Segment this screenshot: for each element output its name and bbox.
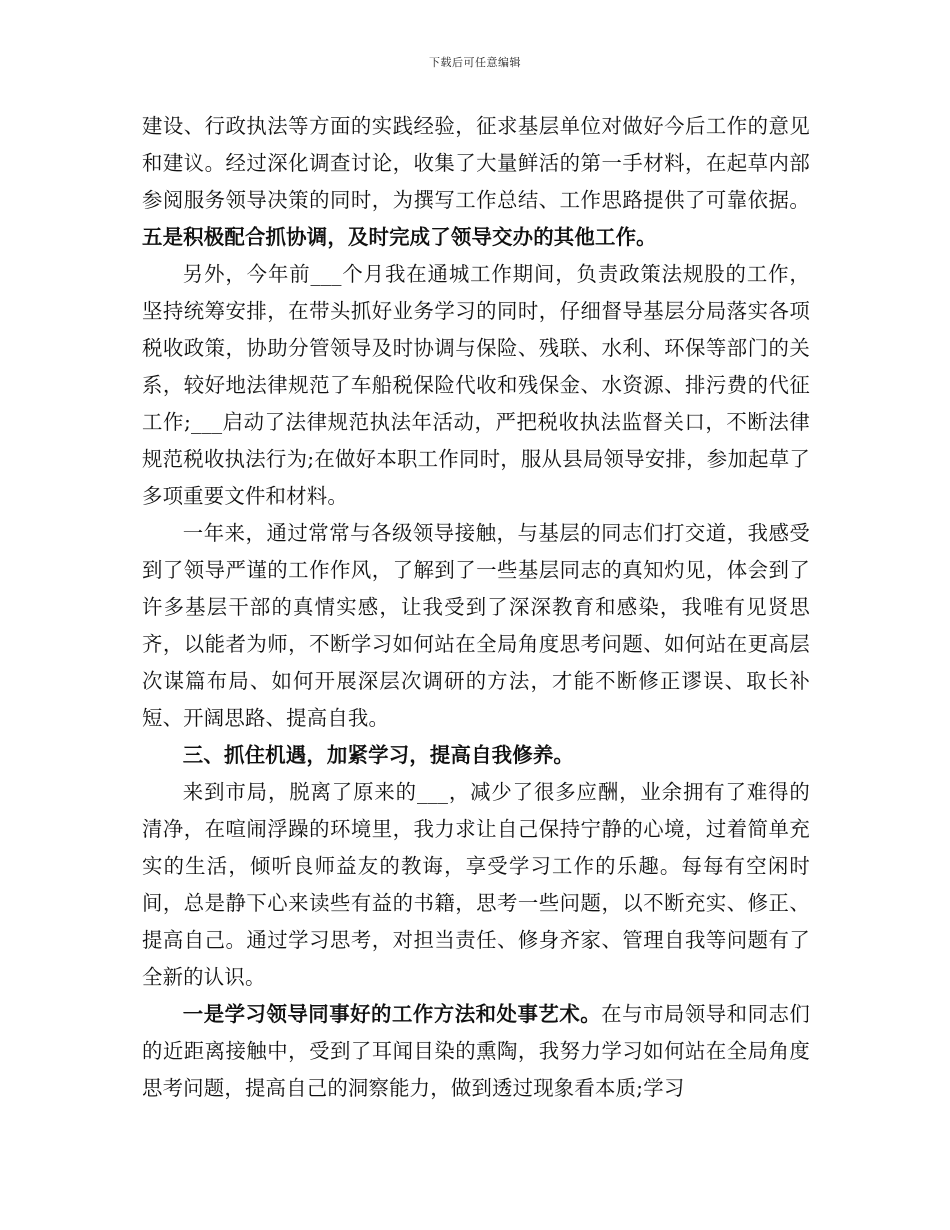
section-heading-3-text: 三、抓住机遇，加紧学习，提高自我修养。: [182, 743, 575, 767]
page-header: 下载后可任意编辑: [429, 56, 521, 69]
paragraph-3: [142, 515, 810, 737]
paragraph-2-text: 另外，今年前___个月我在通城工作期间，负责政策法规股的工作，坚持统筹安排，在带头抓好业务学习的同时，仔细督导基层分局落实各项税收政策，协助分管领导及时协调与保险、残联、水利、环保等部门的关系，较好地法律规范了车船税保险代收和残保金、水资源、排污费的代征工作;___启动了法律规范执法年活动，严把税收执法监督关口，不断法律规范税收执法行为;在做好本职工作同时，服从县局领导安排，参加起草了多项重要文件和材料。: [142, 262, 810, 508]
paragraph-2: [142, 256, 810, 515]
paragraph-3-text: 一年来，通过常常与各级领导接触，与基层的同志们打交道，我感受到了领导严谨的工作作风，了解到了一些基层同志的真知灼见，体会到了许多基层干部的真情实感，让我受到了深深教育和感染，我唯有见贤思齐，以能者为师，不断学习如何站在全局角度思考问题、如何站在更高层次谋篇布局、如何开展深层次调研的方法，才能不断修正谬误、取长补短、开阔思路、提高自我。: [142, 521, 810, 730]
paragraph-5: [142, 996, 810, 1107]
paragraph-1-text: 建设、行政执法等方面的实践经验，征求基层单位对做好今后工作的意见和建议。经过深化调查讨论，收集了大量鲜活的第一手材料，在起草内部参阅服务领导决策的同时，为撰写工作总结、工作思路提供了可靠依据。: [142, 114, 810, 212]
paragraph-1-bold: 五是积极配合抓协调，及时完成了领导交办的其他工作。: [142, 225, 657, 249]
paragraph-5-text: 在与市局领导和同志们的近距离接触中，受到了耳闻目染的熏陶，我努力学习如何站在全局角度思考问题，提高自己的洞察能力，做到透过现象看本质;学习: [142, 1002, 811, 1100]
paragraph-1: [142, 108, 810, 256]
document-body: [142, 108, 810, 1107]
paragraph-5-bold: 一是学习领导同事好的工作方法和处事艺术。: [182, 1002, 602, 1026]
paragraph-4-text: 来到市局，脱离了原来的___，减少了很多应酬，业余拥有了难得的清净，在喧闹浮躁的环境里，我力求让自己保持宁静的心境，过着简单充实的生活，倾听良师益友的教诲，享受学习工作的乐趣。每每有空闲时间，总是静下心来读些有益的书籍，思考一些问题，以不断充实、修正、提高自己。通过学习思考，对担当责任、修身齐家、管理自我等问题有了全新的认识。: [142, 780, 810, 989]
section-heading-3: [142, 737, 810, 774]
paragraph-4: [142, 774, 810, 996]
